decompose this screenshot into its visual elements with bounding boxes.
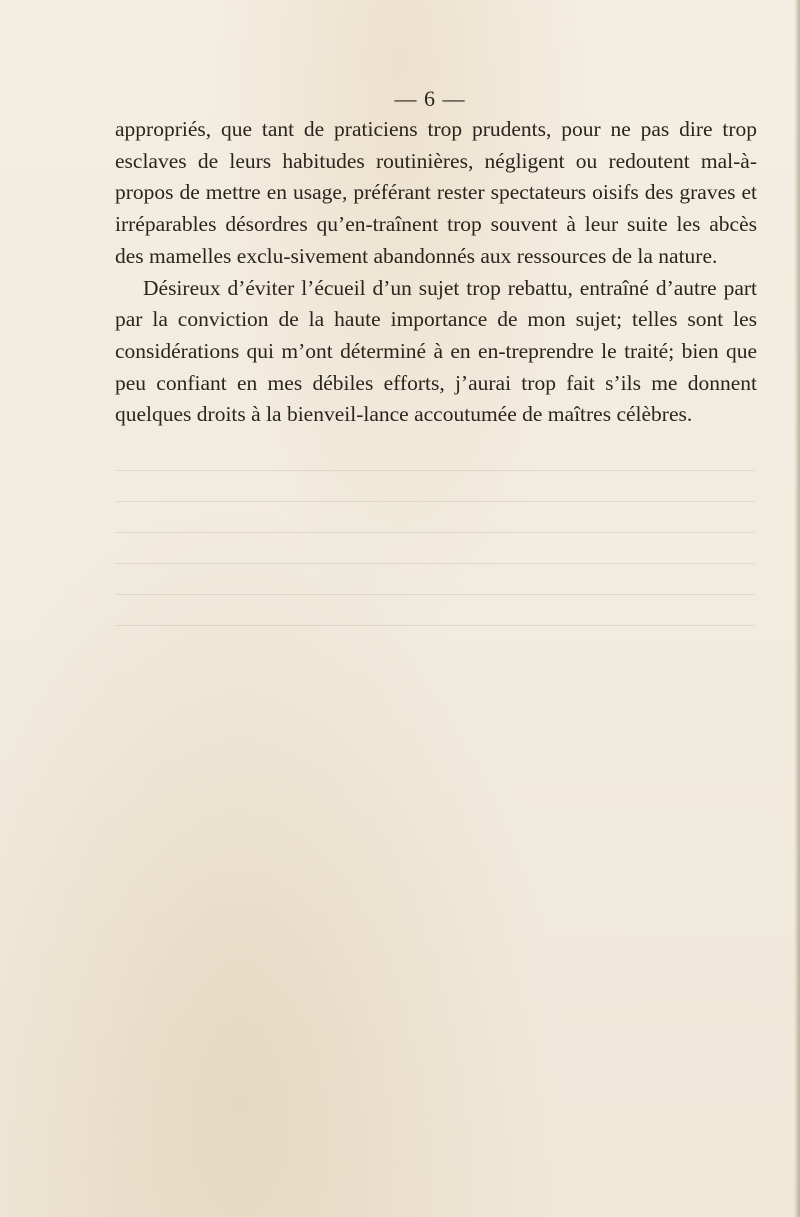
bleed-through-line <box>115 470 755 471</box>
paragraph-2: Désireux d’éviter l’écueil d’un sujet trop rebattu, entraîné d’autre part par la conviction de la haute importance de mon sujet; telles sont les considérations qui m’ont déterminé à en en-treprendre le traité; bien que peu confiant en mes débiles efforts, j’aurai trop fait s’ils me donnent quelques droits à la bienveil-lance accoutumée de maîtres célèbres. <box>115 275 757 427</box>
paragraph-1: appropriés, que tant de praticiens trop prudents, pour ne pas dire trop esclaves de leurs habitudes routinières, négligent ou redoutent mal-à-propos de mettre en usage, préférant rester spectateurs oisifs des graves et irréparables désordres qu’en-traînent trop souvent à leur suite les abcès des mamelles exclu-sivement abandonnés aux ressources de la nature. <box>115 117 757 268</box>
page-edge-shadow <box>794 0 800 1217</box>
bleed-through-text <box>115 470 755 690</box>
bleed-through-line <box>115 594 755 595</box>
bleed-through-line <box>115 563 755 564</box>
bleed-through-line <box>115 625 755 626</box>
page-number: — 6 — <box>394 86 466 111</box>
body-text <box>115 114 757 431</box>
bleed-through-line <box>115 532 755 533</box>
bleed-through-line <box>115 501 755 502</box>
